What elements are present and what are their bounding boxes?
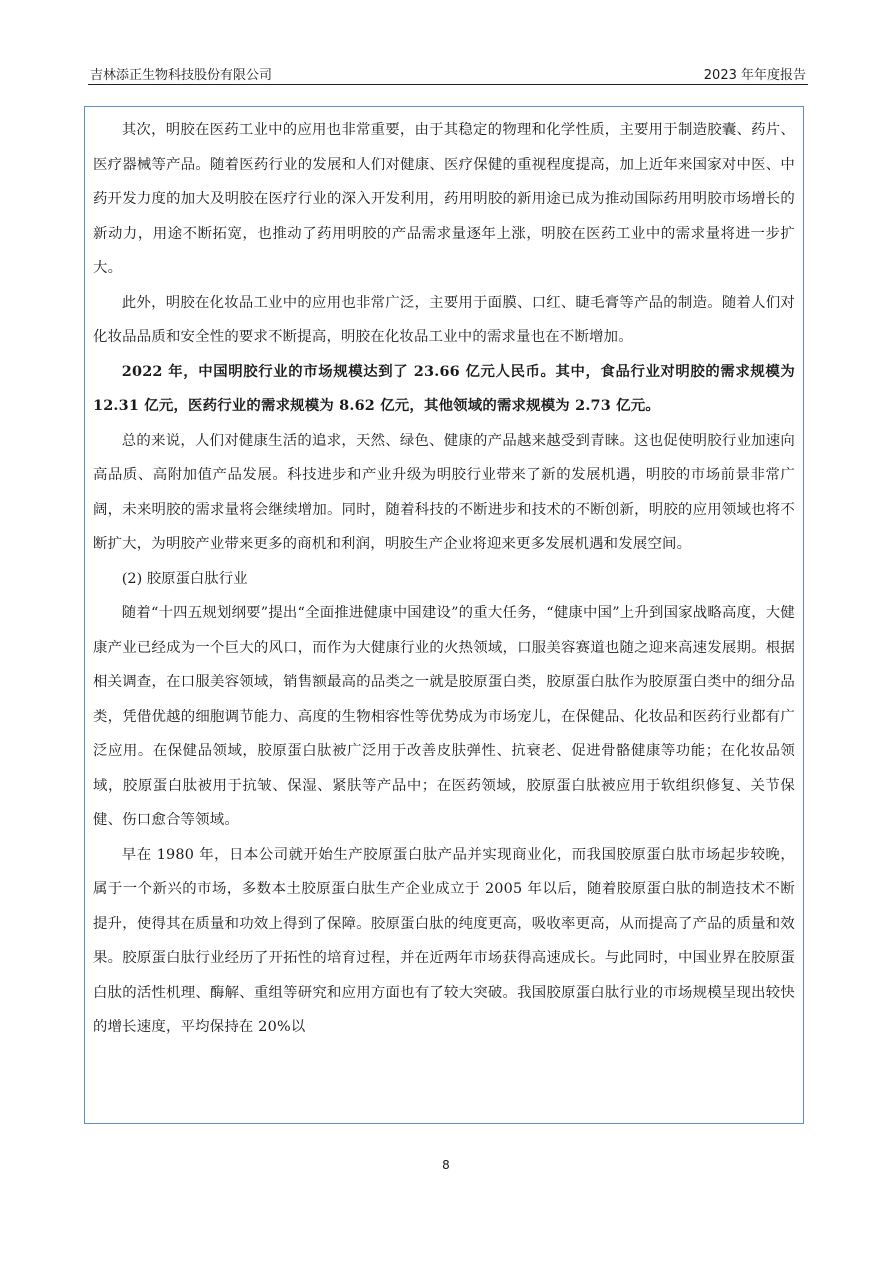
paragraph-collagen-history: 早在 1980 年，日本公司就开始生产胶原蛋白肽产品并实现商业化，而我国胶原蛋白肽市场起步较晚，属于一个新兴的市场，多数本土胶原蛋白肽生产企业成立于 2005 年以后，随着胶原蛋白肽的制造技术不断提升，使得其在质量和功效上得到了保障。胶原蛋白肽的纯度更高，吸收率更高，从而提高了产品的质量和效果。胶原蛋白肽行业经历了开拓性的培育过程，并在近两年市场获得高速成长。与此同时，中国业界在胶原蛋白肽的活性机理、酶解、重组等研究和应用方面也有了较大突破。我国胶原蛋白肽行业的市场规模呈现出较快的增长速度，平均保持在 20%以: [93, 846, 795, 1035]
paragraph-cosmetics: 此外，明胶在化妆品工业中的应用也非常广泛，主要用于面膜、口红、睫毛膏等产品的制造。随着人们对化妆品品质和安全性的要求不断提高，明胶在化妆品工业中的需求量也在不断增加。: [93, 294, 795, 345]
paragraph-summary: 总的来说，人们对健康生活的追求，天然、绿色、健康的产品越来越受到青睐。这也促使明胶行业加速向高品质、高附加值产品发展。科技进步和产业升级为明胶行业带来了新的发展机遇，明胶的市场前景非常广阔，未来明胶的需求量将会继续增加。同时，随着科技的不断进步和技术的不断创新，明胶的应用领域也将不断扩大，为明胶产业带来更多的商机和利润，明胶生产企业将迎来更多发展机遇和发展空间。: [93, 432, 795, 552]
page-header: [88, 62, 808, 85]
company-name: 吉林添正生物科技股份有限公司: [90, 68, 273, 83]
paragraph-pharma: 其次，明胶在医药工业中的应用也非常重要，由于其稳定的物理和化学性质，主要用于制造胶囊、药片、医疗器械等产品。随着医药行业的发展和人们对健康、医疗保健的重视程度提高，加上近年来国家对中医、中药开发力度的加大及明胶在医疗行业的深入开发利用，药用明胶的新用途已成为推动国际药用明胶市场增长的新动力，用途不断拓宽，也推动了药用明胶的产品需求量逐年上涨，明胶在医药工业中的需求量将进一步扩大。: [93, 122, 795, 276]
section-heading-collagen: (2) 胶原蛋白肽行业: [121, 570, 248, 587]
report-title: 2023 年年度报告: [703, 68, 806, 83]
paragraph-market-size: 2022 年，中国明胶行业的市场规模达到了 23.66 亿元人民币。其中，食品行业对明胶的需求规模为 12.31 亿元，医药行业的需求规模为 8.62 亿元，其他领域的需求规模为 2.73 亿元。: [93, 362, 795, 414]
page-number: 8: [442, 1158, 450, 1172]
content-frame: [84, 106, 804, 1124]
paragraph-collagen-intro: 随着“十四五规划纲要”提出“全面推进健康中国建设”的重大任务，“健康中国”上升到国家战略高度，大健康产业已经成为一个巨大的风口，而作为大健康行业的火热领域，口服美容赛道也随之迎来高速发展期。根据相关调查，在口服美容领域，销售额最高的品类之一就是胶原蛋白类，胶原蛋白肽作为胶原蛋白类中的细分品类，凭借优越的细胞调节能力、高度的生物相容性等优势成为市场宠儿，在保健品、化妆品和医药行业都有广泛应用。在保健品领域，胶原蛋白肽被广泛用于改善皮肤弹性、抗衰老、促进骨骼健康等功能；在化妆品领域，胶原蛋白肽被用于抗皱、保湿、紧肤等产品中；在医药领域，胶原蛋白肽被应用于软组织修复、关节保健、伤口愈合等领域。: [93, 605, 795, 828]
